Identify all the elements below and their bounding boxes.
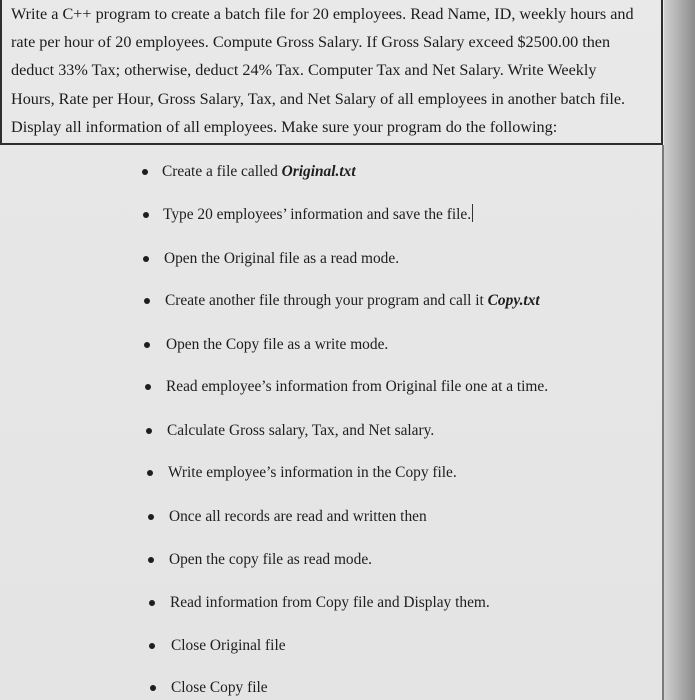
bullet-icon [149, 600, 155, 606]
list-item [166, 376, 548, 398]
list-item [166, 334, 388, 356]
list-item-text: Create a file called [162, 163, 282, 180]
list-item [170, 592, 490, 614]
bullet-icon [146, 428, 152, 434]
list-item-text: Open the Original file as a read mode. [164, 250, 400, 267]
list-item [164, 248, 399, 270]
list-item [171, 677, 268, 699]
list-item [171, 635, 286, 657]
intro-line: rate per hour of 20 employees. Compute Gross Salary. If Gross Salary exceed $2500.00 then [11, 33, 611, 52]
text-cursor [472, 204, 473, 222]
bullet-icon [143, 256, 149, 262]
bullet-icon [150, 685, 156, 691]
bullet-icon [147, 470, 153, 476]
list-item [167, 420, 434, 442]
list-item [162, 161, 356, 183]
list-item-text: Read information from Copy file and Display them. [170, 594, 490, 611]
bullet-icon [143, 212, 149, 218]
list-item-text: Close Copy file [171, 679, 268, 696]
page-shadow-edge [664, 0, 695, 700]
list-item [168, 462, 457, 484]
intro-line: Hours, Rate per Hour, Gross Salary, Tax, and Net Salary of all employees in another batch file. [11, 89, 626, 108]
bullet-icon [145, 384, 151, 390]
list-item-text: Calculate Gross salary, Tax, and Net salary. [167, 422, 435, 439]
bullet-icon [148, 557, 154, 563]
list-item [169, 506, 427, 528]
bullet-icon [149, 643, 155, 649]
list-item-text: Open the Copy file as a write mode. [166, 336, 389, 353]
list-item-text: Once all records are read and written then [169, 508, 427, 525]
intro-line: Display all information of all employees. Make sure your program do the following: [11, 117, 558, 136]
list-item-text: Open the copy file as read mode. [169, 551, 372, 568]
bullet-icon [144, 342, 150, 348]
list-item [163, 204, 473, 226]
intro-line: Write a C++ program to create a batch file for 20 employees. Read Name, ID, weekly hours and [11, 5, 634, 23]
intro-line: deduct 33% Tax; otherwise, deduct 24% Tax. Computer Tax and Net Salary. Write Weekly [11, 61, 597, 80]
list-item-text: Read employee’s information from Original file one at a time. [166, 378, 549, 395]
bullet-icon [144, 298, 150, 304]
bullet-icon [142, 169, 148, 175]
list-item-text: Write employee’s information in the Copy file. [168, 464, 457, 481]
list-item-filename: Original.txt [281, 163, 356, 180]
list-item-text: Close Original file [171, 637, 286, 654]
bullet-icon [148, 514, 154, 520]
list-item-text: Create another file through your program and call it [165, 292, 488, 309]
list-item [169, 549, 372, 571]
list-item [165, 290, 540, 312]
list-item-filename: Copy.txt [487, 292, 540, 309]
list-item-text: Type 20 employees’ information and save the file. [163, 206, 472, 223]
